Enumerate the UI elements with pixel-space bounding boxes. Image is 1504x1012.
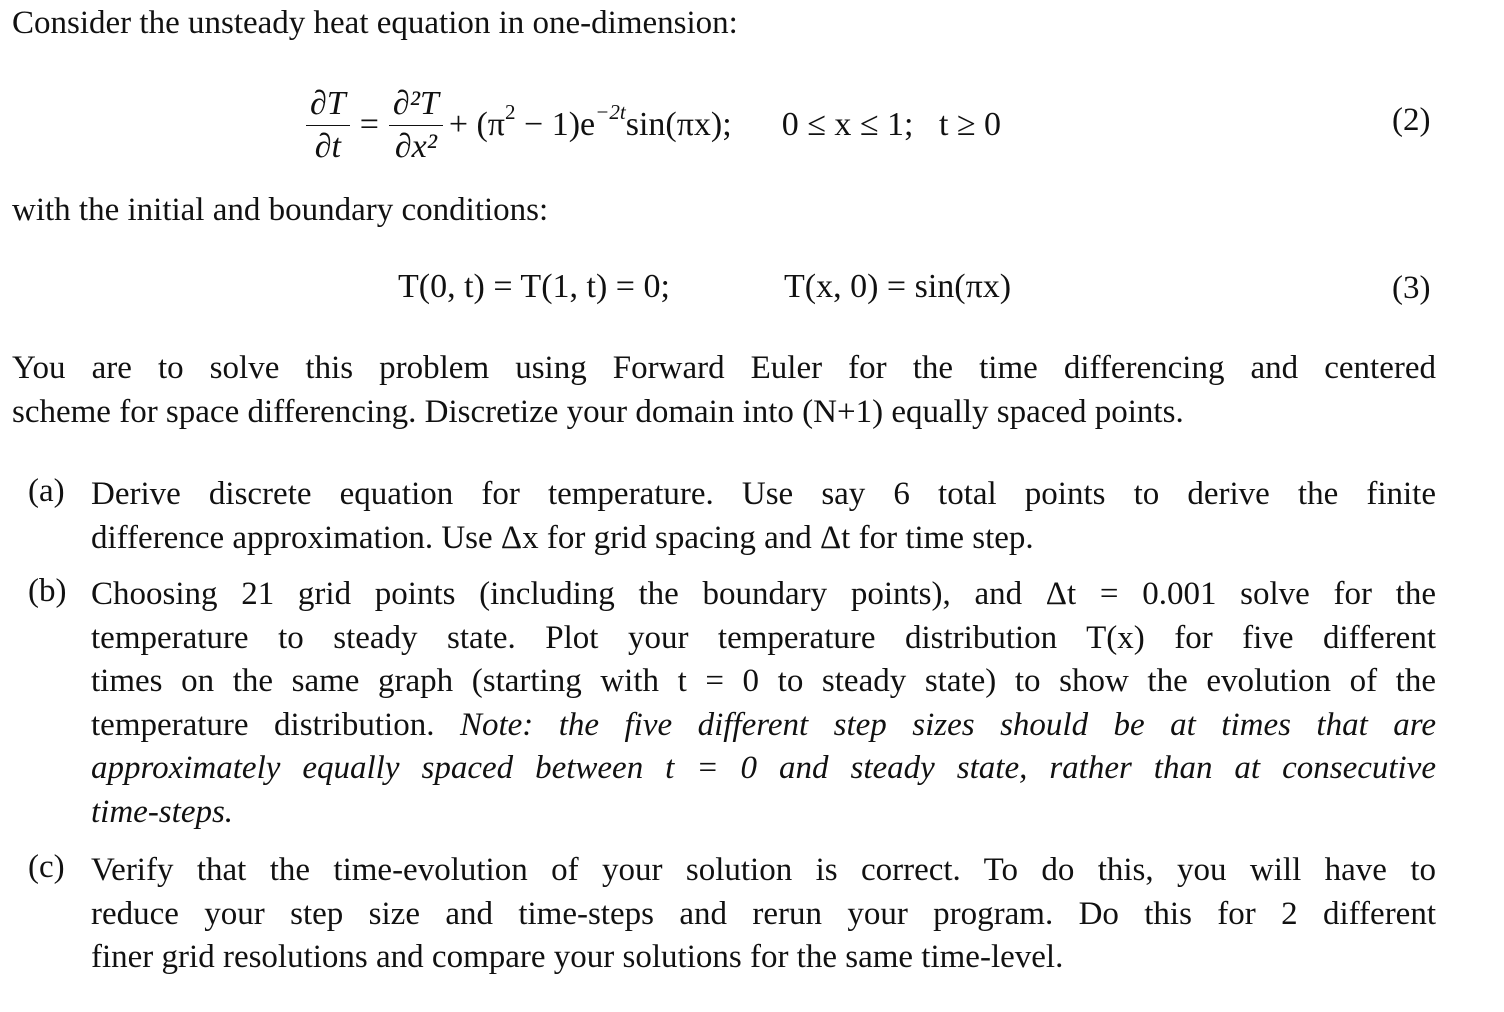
item-b-note-start: Note: the five different step sizes should be at times that are [459, 706, 1436, 743]
item-c-text [91, 849, 1436, 980]
item-a-text [91, 473, 1436, 560]
item-b-line-1: Choosing 21 grid points (including the boundary points), and Δt = 0.001 solve for the [91, 576, 1436, 612]
item-c-line-3: finer grid resolutions and compare your solutions for the same time-level. [91, 939, 1064, 975]
equation-number-2: (2) [1392, 102, 1431, 138]
source-term-tail: sin(πx); [625, 106, 732, 143]
source-term-prefix: + (π [448, 106, 505, 143]
boundary-condition: T(0, t) = T(1, t) = 0; [398, 268, 670, 305]
lhs-numerator: ∂T [306, 85, 350, 126]
paragraph-line-1: You are to solve this problem using Forward Euler for the time differencing and centered [12, 350, 1436, 386]
item-c-line-2: reduce your step size and time-steps and rerun your program. Do this for 2 different [91, 895, 1436, 932]
intro-text: Consider the unsteady heat equation in one-dimension: [12, 5, 738, 41]
equation-number-3: (3) [1392, 270, 1431, 306]
item-b-note-line-2: approximately equally spaced between t = 0 and steady state, rather than at consecutive [91, 750, 1436, 786]
exp-exponent: −2t [595, 100, 626, 125]
item-b-line-4-normal: temperature distribution. [91, 706, 460, 743]
item-a-label: (a) [28, 473, 65, 509]
equals-sign: = [359, 106, 379, 143]
item-b-line-4 [91, 704, 1436, 748]
initial-condition: T(x, 0) = sin(πx) [784, 268, 1012, 305]
lhs-fraction [306, 85, 350, 166]
lhs-denominator: ∂t [314, 127, 341, 165]
item-b-note-line-3: time-steps. [91, 793, 234, 830]
item-c-line-1: Verify that the time-evolution of your solution is correct. To do this, you will have to [91, 852, 1436, 888]
item-b-label: (b) [28, 573, 67, 609]
domain-constraint: 0 ≤ x ≤ 1; t ≥ 0 [781, 106, 1002, 143]
heat-equation [300, 80, 1001, 170]
item-b-text [91, 573, 1436, 834]
source-term [448, 100, 732, 144]
item-a-line-2: difference approximation. Use Δx for grid spacing and Δt for time step. [91, 519, 1034, 556]
rhs-fraction [389, 85, 443, 166]
method-paragraph [12, 347, 1436, 434]
rhs-denominator: ∂x² [394, 127, 437, 165]
item-b-line-2: temperature to steady state. Plot your temperature distribution T(x) for five different [91, 619, 1436, 656]
conditions-intro: with the initial and boundary conditions: [12, 192, 549, 228]
item-b-line-3: times on the same graph (starting with t = 0 to steady state) to show the evolution of the [91, 663, 1436, 699]
source-term-mid: − 1)e [515, 106, 596, 143]
pi-exponent: 2 [504, 100, 516, 125]
rhs-numerator: ∂²T [389, 85, 443, 126]
item-c-label: (c) [28, 849, 65, 885]
paragraph-line-2: scheme for space differencing. Discretize your domain into (N+1) equally spaced points. [12, 393, 1184, 430]
item-a-line-1: Derive discrete equation for temperature. Use say 6 total points to derive the finite [91, 476, 1436, 512]
